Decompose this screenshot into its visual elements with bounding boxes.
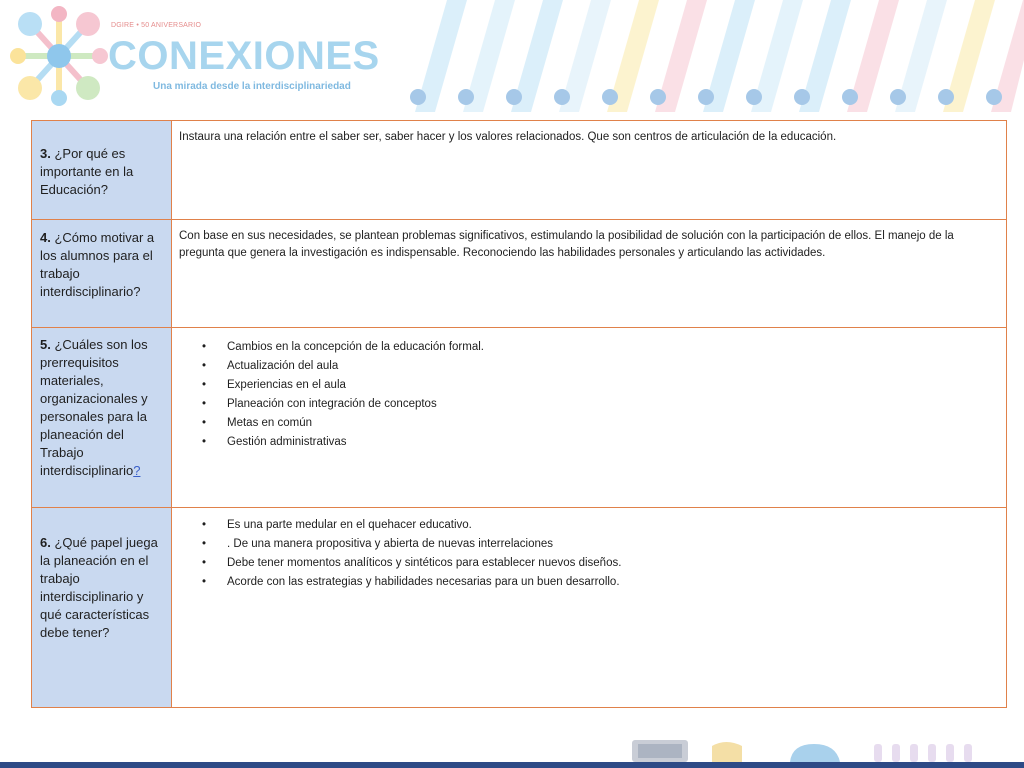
- table-row: [32, 121, 1007, 220]
- answer-text: Instaura una relación entre el saber ser, saber hacer y los valores relacionados. Que son centros de articulación de la educación.: [179, 131, 837, 143]
- conexiones-logo-icon: [10, 4, 108, 108]
- brand-title: CONEXIONES: [108, 34, 380, 78]
- list-item: • Actualización del aula: [202, 357, 1006, 376]
- slide-header: [0, 0, 1024, 115]
- question-cell: [32, 121, 172, 220]
- list-item: • Cambios en la concepción de la educación formal.: [202, 338, 1006, 357]
- question-cell: [32, 328, 172, 508]
- table-row: [32, 508, 1007, 708]
- university-crest-icon: [632, 740, 688, 762]
- question-text: ¿Cómo motivar a los alumnos para el trabajo interdisciplinario?: [40, 230, 155, 299]
- table-row: [32, 328, 1007, 508]
- bullet-list: [172, 508, 1006, 592]
- footer-bar: [0, 762, 1024, 768]
- answer-cell: [172, 220, 1007, 328]
- list-item: • . De una manera propositiva y abierta de nuevas interrelaciones: [202, 535, 1006, 554]
- answer-cell: [172, 328, 1007, 508]
- list-item: • Gestión administrativas: [202, 433, 1006, 452]
- question-number: 4.: [40, 230, 51, 245]
- question-number: 6.: [40, 535, 51, 550]
- anniversary-50-icon: [712, 742, 742, 762]
- answer-text: Con base en sus necesidades, se plantean problemas significativos, estimulando la posibilidad de solución con la participación de ellos. El manejo de la pregunta que genera la investigación es indispensable. Reconociendo las habilidades personales y articulando las actividades.: [179, 230, 954, 259]
- brand-subtitle: Una mirada desde la interdisciplinariedad: [153, 81, 351, 92]
- question-text: ¿Qué papel juega la planeación en el trabajo interdisciplinario y qué características debe tener?: [40, 535, 158, 640]
- answer-cell: [172, 508, 1007, 708]
- list-item: • Metas en común: [202, 414, 1006, 433]
- table-row: [32, 220, 1007, 328]
- question-text: ¿Por qué es importante en la Educación?: [40, 146, 134, 197]
- list-item: • Planeación con integración de conceptos: [202, 395, 1006, 414]
- question-number: 5.: [40, 337, 51, 352]
- brand-tagline-top: DGIRE • 50 ANIVERSARIO: [111, 22, 202, 29]
- list-item: • Debe tener momentos analíticos y sintéticos para establecer nuevos diseños.: [202, 554, 1006, 573]
- list-item: • Acorde con las estrategias y habilidades necesarias para un buen desarrollo.: [202, 573, 1006, 592]
- list-item: • Es una parte medular en el quehacer educativo.: [202, 516, 1006, 535]
- answer-cell: [172, 121, 1007, 220]
- question-number: 3.: [40, 146, 51, 161]
- question-cell: [32, 220, 172, 328]
- questions-table: [31, 120, 1007, 708]
- decorative-stripes: [405, 0, 1024, 112]
- bullet-list: [172, 328, 1006, 452]
- mini-stripes-icon: [874, 744, 972, 762]
- list-item: • Experiencias en el aula: [202, 376, 1006, 395]
- footer-logos: [630, 738, 1024, 762]
- question-mark-link: ?: [133, 463, 141, 478]
- cloud-icon: [790, 744, 840, 762]
- question-text: ¿Cuáles son los prerrequisitos materiales, organizacionales y personales para la planeación del Trabajo interdisciplinario: [40, 337, 148, 478]
- question-cell: [32, 508, 172, 708]
